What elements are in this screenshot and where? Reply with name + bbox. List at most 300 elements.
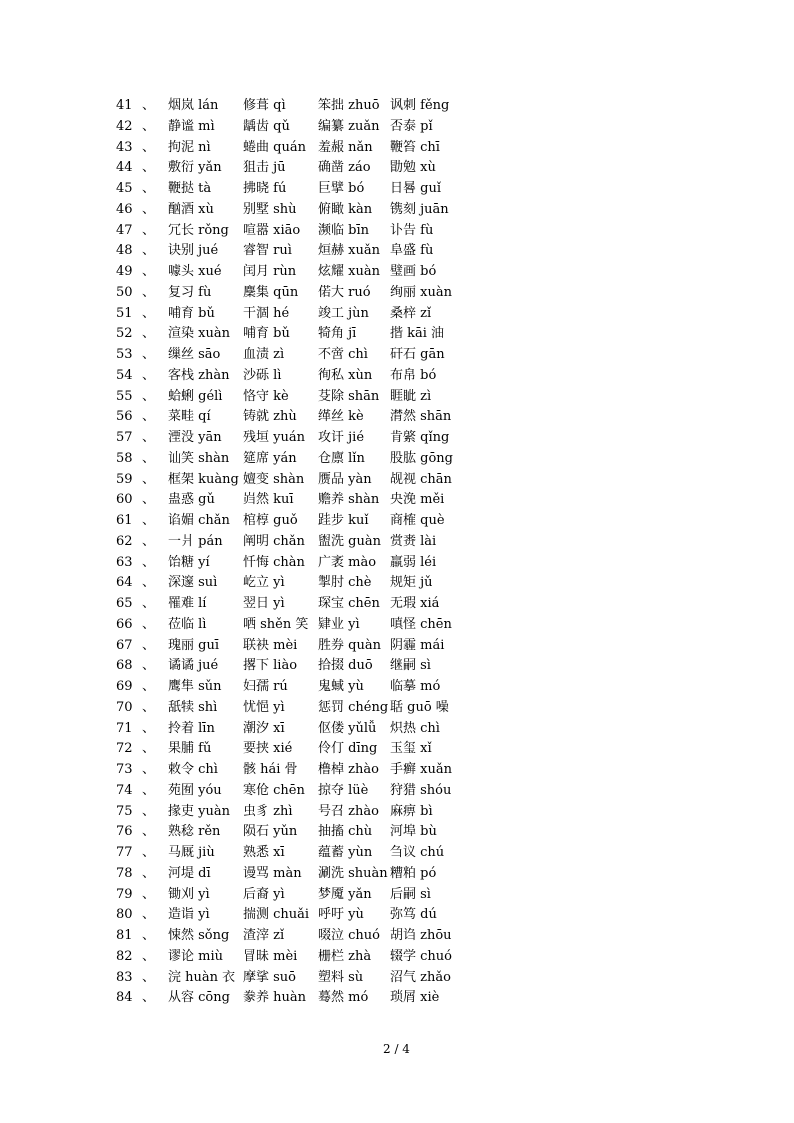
row-separator: 、 <box>142 720 156 736</box>
vocab-entry: 蓦然 mó <box>318 990 369 1006</box>
vocab-entry: 辍学 chuó <box>390 948 452 964</box>
row-separator: 、 <box>142 907 156 923</box>
row-separator: 、 <box>142 492 156 508</box>
list-row <box>0 490 794 511</box>
vocab-entry: 渣滓 zǐ <box>243 928 285 943</box>
vocab-entry: 闰月 rùn <box>243 264 297 279</box>
row-separator: 、 <box>142 782 156 798</box>
vocab-entry: 蛊惑 gǔ <box>168 492 215 508</box>
vocab-entry: 潸然 shān <box>390 409 452 425</box>
vocab-entry: 赝品 yàn <box>318 471 372 487</box>
vocab-entry: 继嗣 sì <box>390 658 431 674</box>
vocab-entry: 锄刈 yì <box>168 886 210 902</box>
row-separator: 、 <box>142 741 156 757</box>
vocab-entry: 冒昧 mèi <box>243 948 298 964</box>
row-number: 54 <box>116 367 133 383</box>
list-row <box>0 553 794 574</box>
vocab-entry: 竣工 jùn <box>318 305 369 321</box>
vocab-entry: 犄角 jī <box>318 326 357 342</box>
row-separator: 、 <box>142 658 156 674</box>
row-separator: 、 <box>142 845 156 860</box>
vocab-entry: 不啻 chì <box>318 347 368 362</box>
vocab-entry: 谩骂 màn <box>243 865 302 881</box>
row-separator: 、 <box>142 181 156 196</box>
list-row <box>0 968 794 989</box>
vocab-entry: 栅栏 zhà <box>318 948 372 964</box>
list-row <box>0 594 794 615</box>
row-number: 61 <box>116 513 133 528</box>
row-separator: 、 <box>142 865 156 881</box>
vocab-entry: 赡养 shàn <box>318 492 380 508</box>
list-row <box>0 283 794 304</box>
row-separator: 、 <box>142 201 156 217</box>
vocab-entry: 聒 guō 噪 <box>390 699 449 715</box>
vocab-entry: 沼气 zhǎo <box>390 969 451 985</box>
list-row <box>0 345 794 366</box>
vocab-entry: 临摹 mó <box>390 679 441 694</box>
list-row <box>0 781 794 802</box>
vocab-entry: 讪笑 shàn <box>168 450 230 466</box>
vocab-entry: 陨石 yǔn <box>243 824 298 840</box>
vocab-entry: 客栈 zhàn <box>168 367 230 383</box>
vocab-entry: 屹立 yì <box>243 575 285 591</box>
vocab-entry: 一爿 pán <box>168 533 223 549</box>
vocab-entry: 残垣 yuán <box>243 430 305 445</box>
vocab-entry: 炽热 chì <box>390 720 440 736</box>
vocab-entry: 肄业 yì <box>318 616 360 632</box>
list-row <box>0 802 794 823</box>
vocab-entry: 狙击 jū <box>243 160 286 176</box>
vocab-entry: 睚眦 zì <box>390 388 432 404</box>
row-number: 60 <box>116 492 133 508</box>
vocab-entry: 干涸 hé <box>243 305 290 321</box>
row-number: 82 <box>116 948 133 964</box>
row-number: 66 <box>116 616 133 632</box>
row-number: 83 <box>116 969 133 985</box>
list-row <box>0 615 794 636</box>
row-separator: 、 <box>142 513 156 528</box>
list-row <box>0 636 794 657</box>
vocab-entry: 橹棹 zhào <box>318 762 379 777</box>
vocab-entry: 觇视 chān <box>390 471 452 487</box>
row-separator: 、 <box>142 990 156 1006</box>
vocab-entry: 商榷 què <box>390 513 445 528</box>
vocab-entry: 桑梓 zǐ <box>390 305 432 321</box>
vocab-entry: 塑料 sù <box>318 969 364 985</box>
row-number: 78 <box>116 865 133 881</box>
row-number: 80 <box>116 907 133 923</box>
row-number: 47 <box>116 222 133 238</box>
vocab-entry: 忏悔 chàn <box>243 554 305 570</box>
row-separator: 、 <box>142 347 156 362</box>
vocab-entry: 瑰丽 guī <box>168 637 219 653</box>
row-separator: 、 <box>142 388 156 404</box>
list-row <box>0 179 794 200</box>
row-number: 74 <box>116 782 133 798</box>
list-row <box>0 947 794 968</box>
vocab-entry: 琛宝 chēn <box>318 596 380 611</box>
vocab-entry: 撂下 liào <box>243 658 298 674</box>
vocab-entry: 哺育 bǔ <box>243 326 290 342</box>
row-separator: 、 <box>142 139 156 155</box>
vocab-entry: 确凿 záo <box>318 160 371 176</box>
row-separator: 、 <box>142 969 156 985</box>
vocab-entry: 马厩 jiù <box>168 845 215 860</box>
row-separator: 、 <box>142 118 156 134</box>
row-number: 68 <box>116 658 133 674</box>
vocab-entry: 嬗变 shàn <box>243 471 305 487</box>
vocabulary-list <box>0 96 794 1009</box>
vocab-entry: 翌日 yì <box>243 596 285 611</box>
vocab-entry: 惩罚 chéng <box>318 699 389 715</box>
list-row <box>0 760 794 781</box>
row-separator: 、 <box>142 886 156 902</box>
vocab-entry: 嗔怪 chēn <box>390 616 452 632</box>
row-number: 71 <box>116 720 133 736</box>
vocab-entry: 羞赧 nǎn <box>318 139 373 155</box>
row-separator: 、 <box>142 533 156 549</box>
vocab-entry: 睿智 ruì <box>243 243 292 259</box>
vocab-entry: 龋齿 qǔ <box>243 118 290 134</box>
vocab-entry: 鞭挞 tà <box>168 181 212 196</box>
vocab-entry: 掾吏 yuàn <box>168 803 230 819</box>
row-number: 57 <box>116 430 133 445</box>
vocab-entry: 盥洗 guàn <box>318 533 381 549</box>
row-number: 46 <box>116 201 133 217</box>
vocab-entry: 拾掇 duō <box>318 658 373 674</box>
vocab-entry: 熟稔 rěn <box>168 824 221 840</box>
row-number: 62 <box>116 533 133 549</box>
vocab-entry: 筵席 yán <box>243 450 297 466</box>
list-row <box>0 739 794 760</box>
vocab-entry: 拘泥 nì <box>168 139 211 155</box>
vocab-entry: 规矩 jǔ <box>390 575 433 591</box>
row-number: 53 <box>116 347 133 362</box>
vocab-entry: 绚丽 xuàn <box>390 284 452 300</box>
vocab-entry: 拎着 līn <box>168 720 215 736</box>
vocab-entry: 掠夺 lüè <box>318 782 369 798</box>
vocab-entry: 阜盛 fù <box>390 243 434 259</box>
list-row <box>0 387 794 408</box>
list-row <box>0 926 794 947</box>
list-row <box>0 428 794 449</box>
list-row <box>0 988 794 1009</box>
vocab-entry: 浣 huàn 衣 <box>168 969 236 985</box>
list-row <box>0 532 794 553</box>
page-number: 2 / 4 <box>383 1042 410 1056</box>
row-separator: 、 <box>142 762 156 777</box>
vocab-entry: 肯綮 qǐng <box>390 430 450 445</box>
list-row <box>0 200 794 221</box>
vocab-entry: 深邃 suì <box>168 575 218 591</box>
list-row <box>0 864 794 885</box>
vocab-entry: 糟粕 pó <box>390 865 437 881</box>
list-row <box>0 407 794 428</box>
row-separator: 、 <box>142 160 156 176</box>
vocab-entry: 鬼蜮 yù <box>318 679 364 694</box>
vocab-entry: 广袤 mào <box>318 554 377 570</box>
vocab-entry: 梦魇 yǎn <box>318 886 372 902</box>
row-separator: 、 <box>142 928 156 943</box>
row-number: 44 <box>116 160 133 176</box>
vocab-entry: 饴糖 yí <box>168 554 210 570</box>
vocab-entry: 讣告 fù <box>390 222 434 238</box>
list-row <box>0 304 794 325</box>
row-number: 81 <box>116 928 133 943</box>
vocab-entry: 莅临 lì <box>168 616 207 632</box>
vocab-entry: 掣肘 chè <box>318 575 372 591</box>
row-number: 41 <box>116 98 133 113</box>
list-row <box>0 96 794 117</box>
list-row <box>0 698 794 719</box>
vocab-entry: 伛偻 yǔlǚ <box>318 720 377 736</box>
row-separator: 、 <box>142 637 156 653</box>
vocab-entry: 琐屑 xiè <box>390 990 440 1006</box>
vocab-entry: 舐犊 shì <box>168 699 218 715</box>
vocab-entry: 谬论 miù <box>168 948 223 964</box>
row-number: 48 <box>116 243 133 259</box>
vocab-entry: 修葺 qì <box>243 98 286 113</box>
vocab-entry: 河埠 bù <box>390 824 437 840</box>
list-row <box>0 511 794 532</box>
vocab-entry: 羸弱 léi <box>390 554 437 570</box>
row-number: 63 <box>116 554 133 570</box>
vocab-entry: 否泰 pǐ <box>390 118 433 134</box>
row-separator: 、 <box>142 264 156 279</box>
vocab-entry: 后嗣 sì <box>390 886 431 902</box>
vocab-entry: 弥笃 dú <box>390 907 437 923</box>
vocab-entry: 讽刺 fěng <box>390 98 450 113</box>
row-number: 77 <box>116 845 133 860</box>
vocab-entry: 潮汐 xī <box>243 720 285 736</box>
vocab-entry: 血渍 zì <box>243 347 285 362</box>
vocab-entry: 麻痹 bì <box>390 803 433 819</box>
vocab-entry: 璧画 bó <box>390 264 437 279</box>
list-row <box>0 138 794 159</box>
vocab-entry: 胡诌 zhōu <box>390 928 452 943</box>
vocab-entry: 日晷 guǐ <box>390 181 441 196</box>
row-number: 75 <box>116 803 133 819</box>
row-separator: 、 <box>142 367 156 383</box>
vocab-entry: 伶仃 dīng <box>318 741 378 757</box>
vocab-entry: 豢养 huàn <box>243 990 307 1006</box>
row-number: 59 <box>116 471 133 487</box>
vocab-entry: 从容 cōng <box>168 990 230 1006</box>
vocab-entry: 冗长 rǒng <box>168 222 229 238</box>
list-row <box>0 677 794 698</box>
vocab-entry: 揣测 chuǎi <box>243 907 310 923</box>
vocab-entry: 濒临 bīn <box>318 222 369 238</box>
vocab-entry: 河堤 dī <box>168 865 211 881</box>
vocab-entry: 缫丝 sāo <box>168 347 221 362</box>
vocab-entry: 岿然 kuī <box>243 492 294 508</box>
vocab-entry: 央浼 měi <box>390 492 445 508</box>
vocab-entry: 悚然 sǒng <box>168 928 230 943</box>
row-separator: 、 <box>142 554 156 570</box>
vocab-entry: 联袂 mèi <box>243 637 298 653</box>
vocab-entry: 妇孺 rú <box>243 679 288 694</box>
vocab-entry: 静谧 mì <box>168 118 215 134</box>
vocab-entry: 喧嚣 xiāo <box>243 222 301 238</box>
vocab-entry: 酗酒 xù <box>168 201 214 217</box>
row-number: 69 <box>116 679 133 694</box>
row-number: 56 <box>116 409 133 425</box>
row-number: 70 <box>116 699 133 715</box>
vocab-entry: 湮没 yān <box>168 430 222 445</box>
vocab-entry: 后裔 yì <box>243 886 285 902</box>
vocab-entry: 框架 kuàng <box>168 471 239 487</box>
vocab-entry: 铸就 zhù <box>243 409 297 425</box>
vocab-entry: 赏赉 lài <box>390 533 437 549</box>
vocab-entry: 涮洗 shuàn <box>318 865 388 881</box>
vocab-entry: 虫豸 zhì <box>243 803 293 819</box>
vocab-entry: 揩 kāi 油 <box>390 326 445 342</box>
vocab-entry: 编纂 zuǎn <box>318 118 380 134</box>
vocab-entry: 攻讦 jié <box>318 430 365 445</box>
list-row <box>0 822 794 843</box>
vocab-entry: 玉玺 xǐ <box>390 741 432 757</box>
list-row <box>0 324 794 345</box>
row-number: 50 <box>116 284 133 300</box>
row-separator: 、 <box>142 284 156 300</box>
vocab-entry: 偌大 ruó <box>318 284 371 300</box>
vocab-entry: 抽搐 chù <box>318 824 373 840</box>
row-separator: 、 <box>142 243 156 259</box>
row-number: 49 <box>116 264 133 279</box>
vocab-entry: 刍议 chú <box>390 845 445 860</box>
vocab-entry: 熟悉 xī <box>243 845 285 860</box>
vocab-entry: 狩猎 shóu <box>390 782 452 798</box>
vocab-entry: 俯瞰 kàn <box>318 201 373 217</box>
vocab-entry: 巨擘 bó <box>318 181 365 196</box>
vocab-entry: 拂晓 fú <box>243 181 287 196</box>
vocab-entry: 仓廪 lǐn <box>318 450 365 466</box>
vocab-entry: 麇集 qūn <box>243 284 299 300</box>
vocab-entry: 复习 fù <box>168 284 212 300</box>
row-separator: 、 <box>142 948 156 964</box>
row-separator: 、 <box>142 326 156 342</box>
vocab-entry: 勖勉 xù <box>390 160 436 176</box>
row-separator: 、 <box>142 471 156 487</box>
vocab-entry: 阴霾 mái <box>390 637 445 653</box>
vocab-entry: 镌刻 juān <box>390 201 449 217</box>
vocab-entry: 摩挲 suō <box>243 969 297 985</box>
vocab-entry: 诀别 jué <box>168 243 219 259</box>
vocab-entry: 要挟 xié <box>243 741 293 757</box>
row-separator: 、 <box>142 699 156 715</box>
vocab-entry: 菜畦 qí <box>168 409 211 425</box>
vocab-entry: 啜泣 chuó <box>318 928 380 943</box>
vocab-entry: 渲染 xuàn <box>168 326 230 342</box>
row-number: 52 <box>116 326 133 342</box>
vocab-entry: 炫耀 xuàn <box>318 264 380 279</box>
row-separator: 、 <box>142 430 156 445</box>
vocab-entry: 鞭笞 chī <box>390 139 440 155</box>
list-row <box>0 241 794 262</box>
vocab-entry: 哺育 bǔ <box>168 305 215 321</box>
row-number: 42 <box>116 118 133 134</box>
vocab-entry: 沙砾 lì <box>243 367 282 383</box>
vocab-entry: 矸石 gān <box>390 347 445 362</box>
vocab-entry: 笨拙 zhuō <box>318 98 380 113</box>
list-row <box>0 843 794 864</box>
vocab-entry: 手癣 xuǎn <box>390 762 452 777</box>
vocab-entry: 胜券 quàn <box>318 637 381 653</box>
row-separator: 、 <box>142 575 156 591</box>
row-separator: 、 <box>142 305 156 321</box>
vocab-entry: 号召 zhào <box>318 803 379 819</box>
row-separator: 、 <box>142 679 156 694</box>
row-number: 72 <box>116 741 133 757</box>
row-separator: 、 <box>142 409 156 425</box>
vocab-entry: 噱头 xué <box>168 264 222 279</box>
vocab-entry: 果脯 fǔ <box>168 741 212 757</box>
row-number: 76 <box>116 824 133 840</box>
row-separator: 、 <box>142 98 156 113</box>
vocab-entry: 跬步 kuǐ <box>318 513 369 528</box>
vocab-entry: 阐明 chǎn <box>243 533 305 549</box>
vocab-entry: 蛤蜊 gélì <box>168 388 223 404</box>
vocab-entry: 寒伧 chēn <box>243 782 305 798</box>
vocab-entry: 哂 shěn 笑 <box>243 616 309 632</box>
row-separator: 、 <box>142 803 156 819</box>
vocab-entry: 烟岚 lán <box>168 98 219 113</box>
vocab-entry: 谲谲 jué <box>168 658 219 674</box>
row-number: 79 <box>116 886 133 902</box>
row-number: 45 <box>116 181 133 196</box>
list-row <box>0 719 794 740</box>
vocab-entry: 忧悒 yì <box>243 699 285 715</box>
row-number: 43 <box>116 139 133 155</box>
vocab-entry: 别墅 shù <box>243 201 297 217</box>
vocab-entry: 苑囿 yóu <box>168 782 222 798</box>
vocab-entry: 罹难 lí <box>168 596 207 611</box>
list-row <box>0 905 794 926</box>
list-row <box>0 221 794 242</box>
vocab-entry: 恪守 kè <box>243 388 289 404</box>
vocab-entry: 呼吁 yù <box>318 907 364 923</box>
row-separator: 、 <box>142 596 156 611</box>
row-separator: 、 <box>142 222 156 238</box>
vocab-entry: 敕令 chì <box>168 762 218 777</box>
row-number: 55 <box>116 388 133 404</box>
vocab-entry: 布帛 bó <box>390 367 437 383</box>
vocab-entry: 徇私 xùn <box>318 367 373 383</box>
vocab-entry: 鹰隼 sǔn <box>168 679 222 694</box>
list-row <box>0 449 794 470</box>
list-row <box>0 262 794 283</box>
list-row <box>0 573 794 594</box>
vocab-entry: 敷衍 yǎn <box>168 160 222 176</box>
vocab-entry: 股肱 gōng <box>390 450 453 466</box>
row-number: 73 <box>116 762 133 777</box>
vocab-entry: 缂丝 kè <box>318 409 364 425</box>
list-row <box>0 117 794 138</box>
row-separator: 、 <box>142 824 156 840</box>
vocab-entry: 造诣 yì <box>168 907 210 923</box>
row-number: 84 <box>116 990 133 1006</box>
vocab-entry: 蜷曲 quán <box>243 139 306 155</box>
row-separator: 、 <box>142 616 156 632</box>
vocab-entry: 烜赫 xuǎn <box>318 243 380 259</box>
vocab-entry: 蕴蓄 yùn <box>318 845 373 860</box>
list-row <box>0 470 794 491</box>
vocab-entry: 芟除 shān <box>318 388 380 404</box>
row-number: 65 <box>116 596 133 611</box>
list-row <box>0 158 794 179</box>
vocab-entry: 骸 hái 骨 <box>243 762 298 777</box>
list-row <box>0 366 794 387</box>
